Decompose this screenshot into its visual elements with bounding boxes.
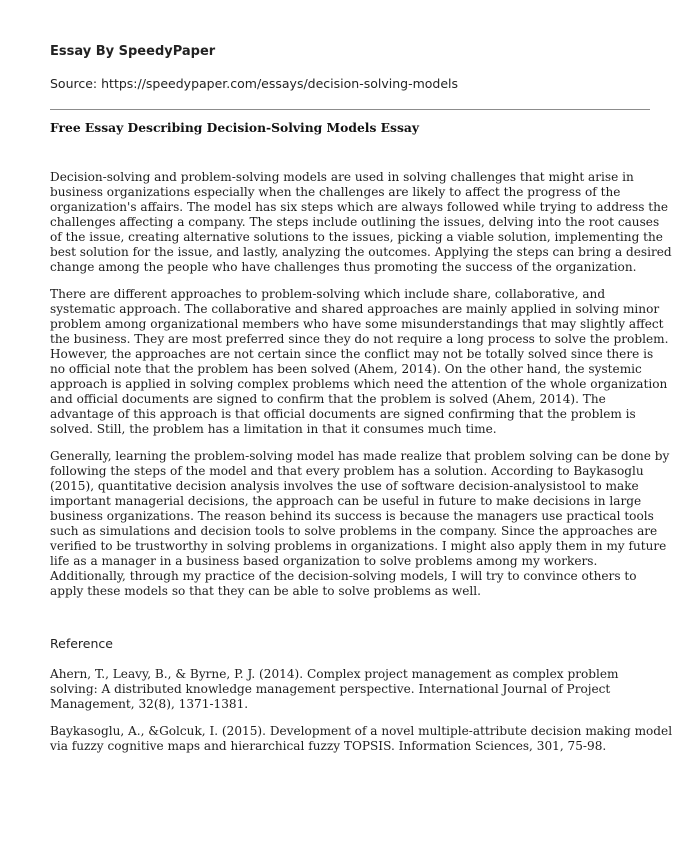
text-line: (2015), quantitative decision analysis involves the use of software decision-analysistool to make [50, 479, 639, 493]
text-line: and official documents are signed to confirm that the problem is solved (Ahem, 2014). The [50, 392, 606, 406]
text-line: important managerial decisions, the approach can be useful in future to make decisions in large [50, 494, 642, 508]
text-line: life as a manager in a business based organization to solve problems among my workers. [50, 554, 598, 568]
text-line: of the issue, creating alternative solutions to the issues, picking a viable solution, implementing the [50, 230, 663, 244]
publisher-heading: Essay By SpeedyPaper [50, 44, 216, 59]
source-line: Source: https://speedypaper.com/essays/decision-solving-models [50, 76, 459, 91]
essay-paragraph [50, 449, 670, 599]
essay-paragraph [50, 287, 669, 437]
text-line: verified to be trustworthy in solving problems in organizations. I might also apply them in my future [50, 539, 667, 553]
text-line: approach is applied in solving complex problems which need the attention of the whole organization [50, 377, 668, 391]
text-line: no official note that the problem has been solved (Ahem, 2014). On the other hand, the systemic [50, 362, 642, 376]
text-line: systematic approach. The collaborative and shared approaches are mainly applied in solving minor [50, 302, 660, 316]
essay-paragraph [50, 170, 672, 275]
text-line: Decision-solving and problem-solving models are used in solving challenges that might arise in [50, 170, 634, 184]
reference-entry [50, 724, 673, 754]
text-line: problem among organizational members who have some misunderstandings that may slightly affect [50, 317, 664, 331]
essay-body [50, 170, 673, 766]
text-line: business organizations especially when the challenges are likely to affect the progress of the [50, 185, 621, 199]
text-line: such as simulations and decision tools to solve problems in the company. Since the approaches are [50, 524, 658, 538]
text-line: solving: A distributed knowledge management perspective. International Journal of Project [50, 682, 611, 696]
text-line: Management, 32(8), 1371-1381. [50, 697, 249, 711]
text-line: solved. Still, the problem has a limitation in that it consumes much time. [50, 422, 497, 436]
text-line: business organizations. The reason behind its success is because the managers use practical tools [50, 509, 654, 523]
header-divider [50, 109, 650, 110]
text-line: There are different approaches to problem-solving which include share, collaborative, and [50, 287, 606, 301]
text-line: advantage of this approach is that official documents are signed confirming that the problem is [50, 407, 636, 421]
text-line: the business. They are most preferred since they do not require a long process to solve the problem. [50, 332, 669, 346]
text-line: following the steps of the model and that every problem has a solution. According to Baykasoglu [50, 464, 644, 478]
text-line: Generally, learning the problem-solving model has made realize that problem solving can be done by [50, 449, 670, 463]
text-line: change among the people who have challenges thus promoting the success of the organization. [50, 260, 637, 274]
reference-entry [50, 667, 656, 712]
essay-title: Free Essay Describing Decision-Solving Models Essay [50, 120, 419, 135]
references-heading: Reference [50, 636, 113, 651]
text-line: via fuzzy cognitive maps and hierarchical fuzzy TOPSIS. Information Sciences, 301, 75-98. [50, 739, 607, 753]
text-line: challenges affecting a company. The steps include outlining the issues, delving into the root causes [50, 215, 660, 229]
text-line: apply these models so that they can be able to solve problems as well. [50, 584, 481, 598]
text-line: Ahern, T., Leavy, B., & Byrne, P. J. (2014). Complex project management as complex problem [50, 667, 619, 681]
text-line: organization's affairs. The model has six steps which are always followed while trying to address the [50, 200, 669, 214]
text-line: Additionally, through my practice of the decision-solving models, I will try to convince others to [50, 569, 637, 583]
text-line: best solution for the issue, and lastly, analyzing the outcomes. Applying the steps can bring a desired [50, 245, 672, 259]
text-line: Baykasoglu, A., &Golcuk, I. (2015). Development of a novel multiple-attribute decision making model [50, 724, 673, 738]
text-line: However, the approaches are not certain since the conflict may not be totally solved since there is [50, 347, 654, 361]
